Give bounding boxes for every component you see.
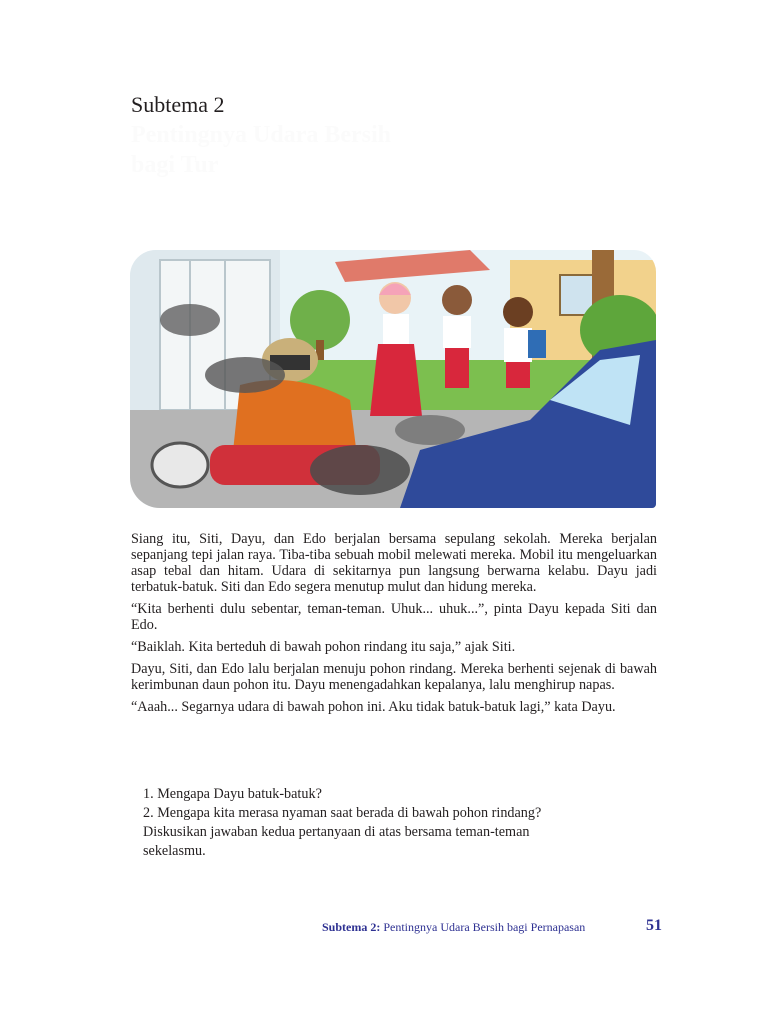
subtema-title-line-2: bagi Tur [131,152,219,178]
discussion-instruction-line-1: Diskusikan jawaban kedua pertanyaan di atas bersama teman-teman [143,824,530,840]
question-list [143,785,643,861]
story-paragraph: “Kita berhenti dulu sebentar, teman-teman. Uhuk... uhuk...”, pinta Dayu kepada Siti dan Edo. [131,601,657,633]
street-scene-illustration [130,250,656,508]
page-number: 51 [646,917,662,934]
story-text [131,531,657,721]
discussion-instruction-line-2: sekelasmu. [143,843,206,859]
question-2: 2. Mengapa kita merasa nyaman saat berada di bawah pohon rindang? [143,805,542,821]
subtema-label: Subtema 2 [131,92,225,117]
story-paragraph: Dayu, Siti, dan Edo lalu berjalan menuju pohon rindang. Mereka berhenti sejenak di bawah kerimbunan daun pohon itu. Dayu menengadahkan kepalanya, lalu menghirup napas. [131,661,657,693]
story-paragraph: “Baiklah. Kita berteduh di bawah pohon rindang itu saja,” ajak Siti. [131,639,516,655]
question-1: 1. Mengapa Dayu batuk-batuk? [143,786,322,802]
footer-subtema-label [322,920,585,935]
story-paragraph: Siang itu, Siti, Dayu, dan Edo berjalan bersama sepulang sekolah. Mereka berjalan sepanjang tepi jalan raya. Tiba-tiba sebuah mobil melewati mereka. Mobil itu mengeluarkan asap tebal dan hitam. Udara di sekitarnya pun langsung berwarna kelabu. Dayu jadi terbatuk-batuk. Siti dan Edo segera menutup mulut dan hidung mereka. [131,531,657,595]
subtema-title-line-1: Pentingnya Udara Bersih [131,122,392,148]
footer-label-bold: Subtema 2: [322,920,381,934]
story-paragraph: “Aaah... Segarnya udara di bawah pohon ini. Aku tidak batuk-batuk lagi,” kata Dayu. [131,699,616,715]
subtema-title [131,120,391,180]
footer-label-rest: Pentingnya Udara Bersih bagi Pernapasan [380,920,586,934]
